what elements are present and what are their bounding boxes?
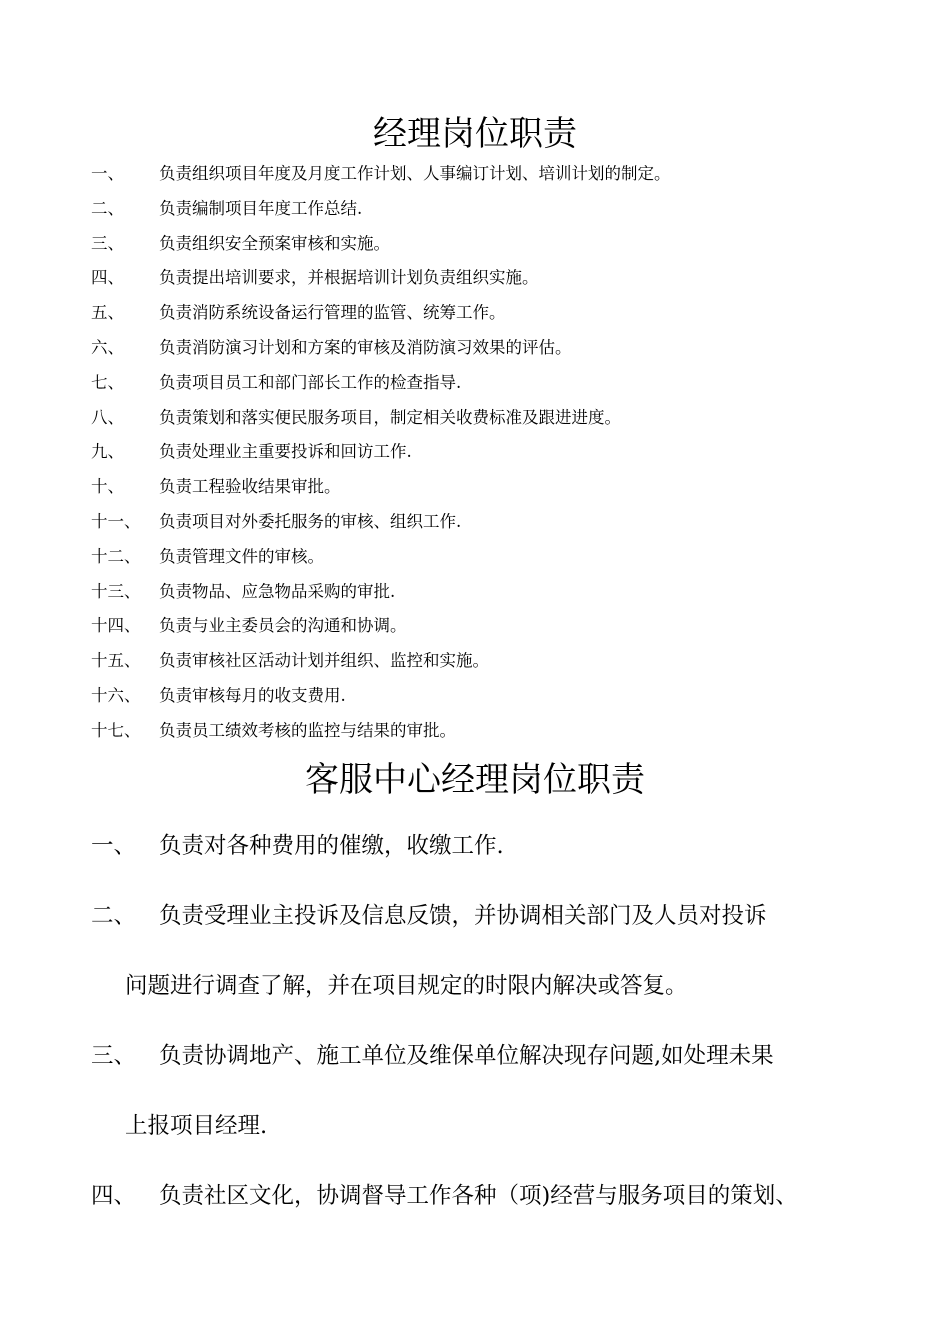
- item-number: 十二、: [91, 546, 141, 566]
- item-number: 四、: [91, 268, 124, 288]
- item-number: 十五、: [91, 651, 141, 671]
- item-text: 负责员工绩效考核的监控与结果的审批。: [159, 720, 456, 740]
- list-item: [0, 331, 950, 366]
- item-number: 九、: [91, 442, 124, 462]
- item-text: 负责受理业主投诉及信息反馈，并协调相关部门及人员对投诉: [159, 903, 767, 929]
- list-item: [0, 505, 950, 540]
- item-number: 三、: [91, 233, 124, 253]
- list-item: [0, 644, 950, 679]
- item-text: 负责审核每月的收支费用.: [159, 685, 346, 705]
- item-number: 十六、: [91, 685, 141, 705]
- item-number: 十四、: [91, 616, 141, 636]
- item-number: 五、: [91, 303, 124, 323]
- list-item: [0, 1170, 950, 1240]
- item-number: 十一、: [91, 511, 141, 531]
- item-text: 负责消防演习计划和方案的审核及消防演习效果的评估。: [159, 337, 572, 357]
- list-item: [0, 575, 950, 610]
- list-item: [0, 401, 950, 436]
- list-item: [0, 609, 950, 644]
- list-item: [0, 470, 950, 505]
- item-text: 负责策划和落实便民服务项目，制定相关收费标准及跟进进度。: [159, 407, 621, 427]
- list-item: [0, 714, 950, 749]
- item-number: 十三、: [91, 581, 141, 601]
- item-number: 一、: [91, 164, 124, 183]
- item-text-continued: 问题进行调查了解，并在项目规定的时限内解决或答复。: [125, 973, 688, 999]
- item-text-continued: 上报项目经理.: [125, 1113, 268, 1139]
- item-text: 负责项目对外委托服务的审核、组织工作.: [159, 511, 462, 531]
- list-item: [0, 1030, 950, 1170]
- list-item: [0, 820, 950, 890]
- duty-list-service-manager: [0, 820, 950, 1240]
- item-text: 负责消防系统设备运行管理的监管、统筹工作。: [159, 303, 506, 323]
- list-item: [0, 192, 950, 227]
- item-text: 负责与业主委员会的沟通和协调。: [159, 616, 407, 636]
- list-item: [0, 540, 950, 575]
- item-text: 负责处理业主重要投诉和回访工作.: [159, 442, 412, 462]
- list-item: [0, 435, 950, 470]
- item-text: 负责社区文化，协调督导工作各种（项)经营与服务项目的策划、: [159, 1183, 798, 1209]
- item-text: 负责编制项目年度工作总结.: [159, 198, 363, 218]
- item-text: 负责物品、应急物品采购的审批.: [159, 581, 396, 601]
- item-text: 负责组织安全预案审核和实施。: [159, 233, 390, 253]
- list-item: [0, 890, 950, 1030]
- item-number: 八、: [91, 407, 124, 427]
- page-title: 经理岗位职责: [373, 114, 577, 154]
- item-number: 一、: [91, 833, 137, 859]
- item-number: 四、: [91, 1183, 137, 1209]
- item-number: 七、: [91, 372, 124, 392]
- item-number: 十七、: [91, 720, 141, 740]
- list-item: [0, 157, 950, 192]
- list-item: [0, 679, 950, 714]
- item-text: 负责审核社区活动计划并组织、监控和实施。: [159, 651, 489, 671]
- item-number: 十、: [91, 477, 124, 497]
- list-item: [0, 366, 950, 401]
- duty-list-manager: [0, 157, 950, 749]
- item-text: 负责工程验收结果审批。: [159, 477, 341, 497]
- item-text: 负责对各种费用的催缴，收缴工作.: [159, 833, 504, 859]
- item-text: 负责协调地产、施工单位及维保单位解决现存问题,如处理未果: [159, 1043, 774, 1069]
- item-text: 负责组织项目年度及月度工作计划、人事编订计划、培训计划的制定。: [159, 164, 671, 183]
- list-item: [0, 296, 950, 331]
- item-text: 负责提出培训要求，并根据培训计划负责组织实施。: [159, 268, 539, 288]
- item-text: 负责项目员工和部门部长工作的检查指导.: [159, 372, 462, 392]
- list-item: [0, 261, 950, 296]
- item-number: 二、: [91, 903, 137, 929]
- item-number: 六、: [91, 337, 124, 357]
- list-item: [0, 227, 950, 262]
- item-number: 二、: [91, 198, 124, 218]
- section-title: 客服中心经理岗位职责: [305, 760, 645, 800]
- item-text: 负责管理文件的审核。: [159, 546, 324, 566]
- item-number: 三、: [91, 1043, 137, 1069]
